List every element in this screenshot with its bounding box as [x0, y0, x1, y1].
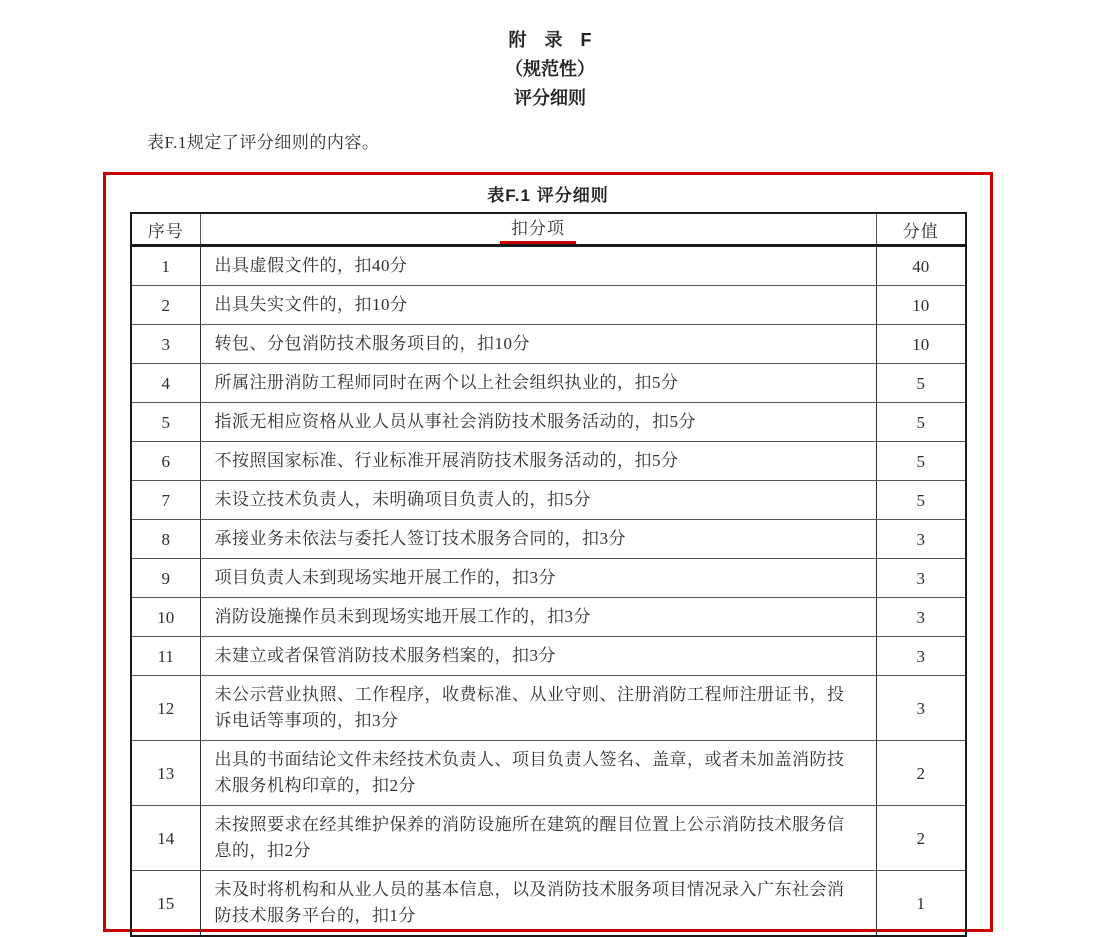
table-row [131, 520, 966, 559]
score-value: 5 [876, 442, 966, 481]
table-row [131, 442, 966, 481]
deduction-item: 出具虚假文件的，扣40分 [200, 246, 876, 286]
deduction-item: 未建立或者保管消防技术服务档案的，扣3分 [200, 637, 876, 676]
table-title: 表F.1 评分细则 [487, 186, 609, 205]
score-value: 3 [876, 598, 966, 637]
row-number: 7 [131, 481, 200, 520]
deduction-item: 转包、分包消防技术服务项目的，扣10分 [200, 325, 876, 364]
deduction-item: 所属注册消防工程师同时在两个以上社会组织执业的，扣5分 [200, 364, 876, 403]
deduction-item: 消防设施操作员未到现场实地开展工作的，扣3分 [200, 598, 876, 637]
row-number: 2 [131, 286, 200, 325]
col-header-score: 分值 [876, 213, 966, 246]
deduction-item: 未及时将机构和从业人员的基本信息，以及消防技术服务项目情况录入广东社会消防技术服务平台的，扣1分 [200, 871, 876, 937]
row-number: 10 [131, 598, 200, 637]
score-value: 40 [876, 246, 966, 286]
row-number: 11 [131, 637, 200, 676]
row-number: 15 [131, 871, 200, 937]
deduction-item-header-underlined: 扣分项 [500, 214, 576, 244]
col-header-item [200, 213, 876, 246]
row-number: 8 [131, 520, 200, 559]
score-value: 10 [876, 325, 966, 364]
table-row [131, 806, 966, 871]
score-value: 2 [876, 806, 966, 871]
deduction-item: 出具的书面结论文件未经技术负责人、项目负责人签名、盖章，或者未加盖消防技术服务机构印章的，扣2分 [200, 741, 876, 806]
score-value: 5 [876, 364, 966, 403]
appendix-heading [0, 26, 1100, 113]
appendix-title: 附 录 F [508, 30, 592, 50]
intro-text: 表F.1规定了评分细则的内容。 [147, 133, 380, 152]
table-row [131, 676, 966, 741]
row-number: 12 [131, 676, 200, 741]
table-row [131, 637, 966, 676]
table-row [131, 559, 966, 598]
deduction-item: 未按照要求在经其维护保养的消防设施所在建筑的醒目位置上公示消防技术服务信息的，扣2分 [200, 806, 876, 871]
score-value: 5 [876, 403, 966, 442]
deduction-item: 未公示营业执照、工作程序，收费标准、从业守则、注册消防工程师注册证书，投诉电话等事项的，扣3分 [200, 676, 876, 741]
deduction-item: 项目负责人未到现场实地开展工作的，扣3分 [200, 559, 876, 598]
scoring-table-body [131, 246, 966, 937]
score-value: 3 [876, 676, 966, 741]
table-row [131, 481, 966, 520]
table-row [131, 598, 966, 637]
row-number: 9 [131, 559, 200, 598]
col-header-no: 序号 [131, 213, 200, 246]
row-number: 6 [131, 442, 200, 481]
deduction-item: 出具失实文件的，扣10分 [200, 286, 876, 325]
deduction-item: 未设立技术负责人，未明确项目负责人的，扣5分 [200, 481, 876, 520]
deduction-item: 指派无相应资格从业人员从事社会消防技术服务活动的，扣5分 [200, 403, 876, 442]
table-row [131, 871, 966, 937]
annotation-red-box [103, 172, 993, 932]
score-value: 3 [876, 559, 966, 598]
appendix-subtitle: 评分细则 [514, 88, 586, 108]
row-number: 4 [131, 364, 200, 403]
score-value: 5 [876, 481, 966, 520]
deduction-item: 承接业务未依法与委托人签订技术服务合同的，扣3分 [200, 520, 876, 559]
row-number: 1 [131, 246, 200, 286]
score-value: 3 [876, 637, 966, 676]
deduction-item: 不按照国家标准、行业标准开展消防技术服务活动的，扣5分 [200, 442, 876, 481]
table-row [131, 741, 966, 806]
table-row [131, 286, 966, 325]
score-value: 3 [876, 520, 966, 559]
header-row [131, 213, 966, 246]
table-row [131, 246, 966, 286]
row-number: 13 [131, 741, 200, 806]
score-value: 1 [876, 871, 966, 937]
table-row [131, 325, 966, 364]
appendix-normative-label: （规范性） [505, 59, 595, 79]
scoring-table [130, 212, 967, 937]
table-row [131, 364, 966, 403]
score-value: 10 [876, 286, 966, 325]
row-number: 14 [131, 806, 200, 871]
score-value: 2 [876, 741, 966, 806]
row-number: 3 [131, 325, 200, 364]
table-header [131, 213, 966, 246]
row-number: 5 [131, 403, 200, 442]
table-row [131, 403, 966, 442]
